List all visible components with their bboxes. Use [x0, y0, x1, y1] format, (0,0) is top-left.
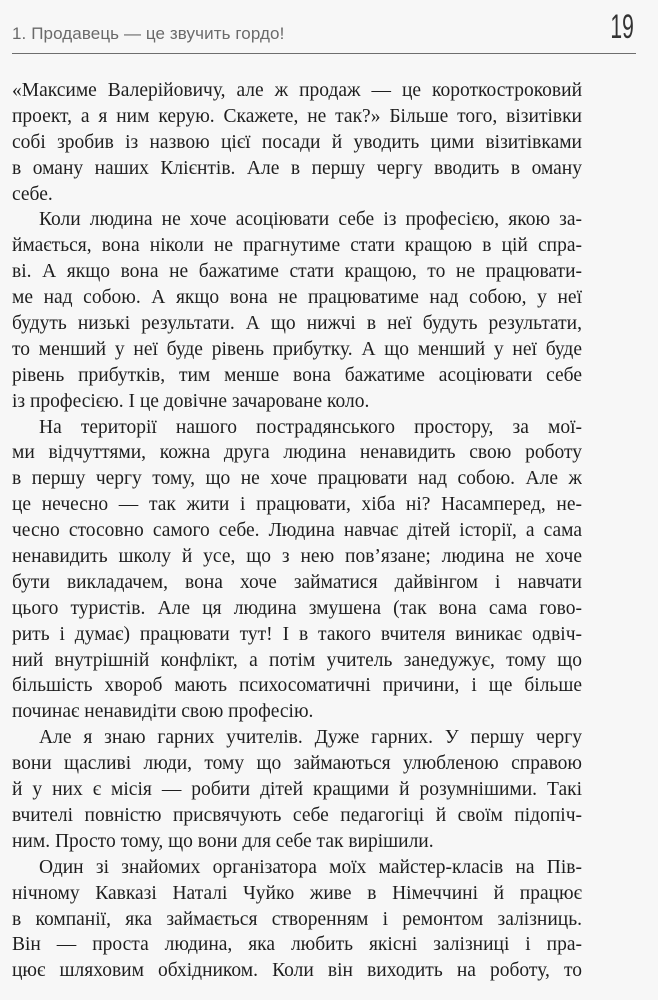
text-line: ненавидить школу й усе, що з нею пов’язане; людина не хоче [12, 546, 582, 568]
page-header [12, 0, 636, 54]
text-line: Він — проста людина, яка любить якісні залізниці і пра- [12, 934, 582, 956]
text-line: Коли людина не хоче асоціювати себе із професією, якою за- [39, 209, 582, 231]
text-line: ймається, вона ніколи не прагнутиме стати кращою в цій спра- [12, 235, 582, 257]
text-line: це нечесно — так жити і працювати, хіба ні? Насамперед, не- [12, 494, 582, 516]
text-line: в компанії, яка займається створенням і ремонтом залізниць. [12, 908, 582, 930]
paragraph [12, 855, 582, 984]
text-line: себе. [12, 183, 53, 205]
text-line: із професією. І це довічне зачароване коло. [12, 390, 370, 412]
body-text [12, 78, 582, 984]
text-line: будуть низькі результати. А що нижчі в неї будуть результати, [12, 313, 582, 335]
text-line: починає ненавидіти свою професію. [12, 701, 314, 723]
running-title: 1. Продавець — це звучить гордо! [12, 24, 285, 43]
text-line: ме над собою. А якщо вона не працюватиме над собою, у неї [12, 287, 582, 309]
text-line: цює шляховим обхідником. Коли він виходить на роботу, то [12, 960, 582, 982]
text-line: чесно стосовно самого себе. Людина навчає дітей історії, а сама [12, 520, 582, 542]
text-line: Один зі знайомих організатора моїх майстер-класів на Пів- [39, 856, 582, 878]
text-line: На території нашого пострадянського простору, за мої- [39, 416, 582, 438]
paragraph [12, 725, 582, 854]
text-line: бути викладачем, вона хоче займатися дайвінгом і навчати [12, 571, 582, 593]
text-line: рівень прибутків, тим менше вона бажатиме асоціювати себе [12, 364, 582, 386]
paragraph [12, 78, 582, 207]
text-line: то менший у неї буде рівень прибутку. А що менший у неї буде [12, 338, 582, 360]
text-line: собі зробив із назвою цієї посади й уводить цими візитівками [12, 131, 582, 153]
text-line: більшість хвороб мають психосоматичні причини, і ще більше [12, 675, 582, 697]
text-line: вони щасливі люди, тому що займаються улюбленою справою [12, 753, 582, 775]
text-line: й у них є місія — робити дітей кращими й розумнішими. Такі [12, 779, 582, 801]
text-line: ним. Просто тому, що вони для себе так вирішили. [12, 830, 434, 852]
text-line: ві. А якщо вона не бажатиме стати кращою, то не працювати- [12, 261, 582, 283]
text-line: «Максиме Валерійовичу, але ж продаж — це короткостроковий [12, 80, 582, 101]
text-line: ний внутрішній конфлікт, а потім учитель занедужує, тому що [12, 649, 582, 671]
page-number: 19 [610, 8, 634, 46]
text-line: ми відчуттями, кожна друга людина ненавидить свою роботу [12, 442, 582, 464]
text-line: цього туристів. Але ця людина змушена (так вона сама гово- [12, 597, 582, 619]
paragraph [12, 415, 582, 726]
text-line: нічному Кавказі Наталі Чуйко живе в Німеччині й працює [12, 882, 582, 904]
text-line: Але я знаю гарних учителів. Дуже гарних. У першу чергу [39, 727, 582, 749]
text-line: проект, а я ним керую. Скажете, не так?» Більше того, візитівки [12, 105, 582, 127]
text-line: рить і думає) працювати тут! І в такого вчителя виникає одвіч- [12, 623, 582, 645]
text-line: в першу чергу тому, що не хоче працювати над собою. Але ж [12, 468, 582, 490]
paragraph [12, 207, 582, 414]
text-line: в оману наших Клієнтів. Але в першу чергу вводить в оману [12, 157, 582, 179]
text-line: вчителі повністю присвячують себе педагогіці й своїм підопіч- [12, 804, 582, 826]
